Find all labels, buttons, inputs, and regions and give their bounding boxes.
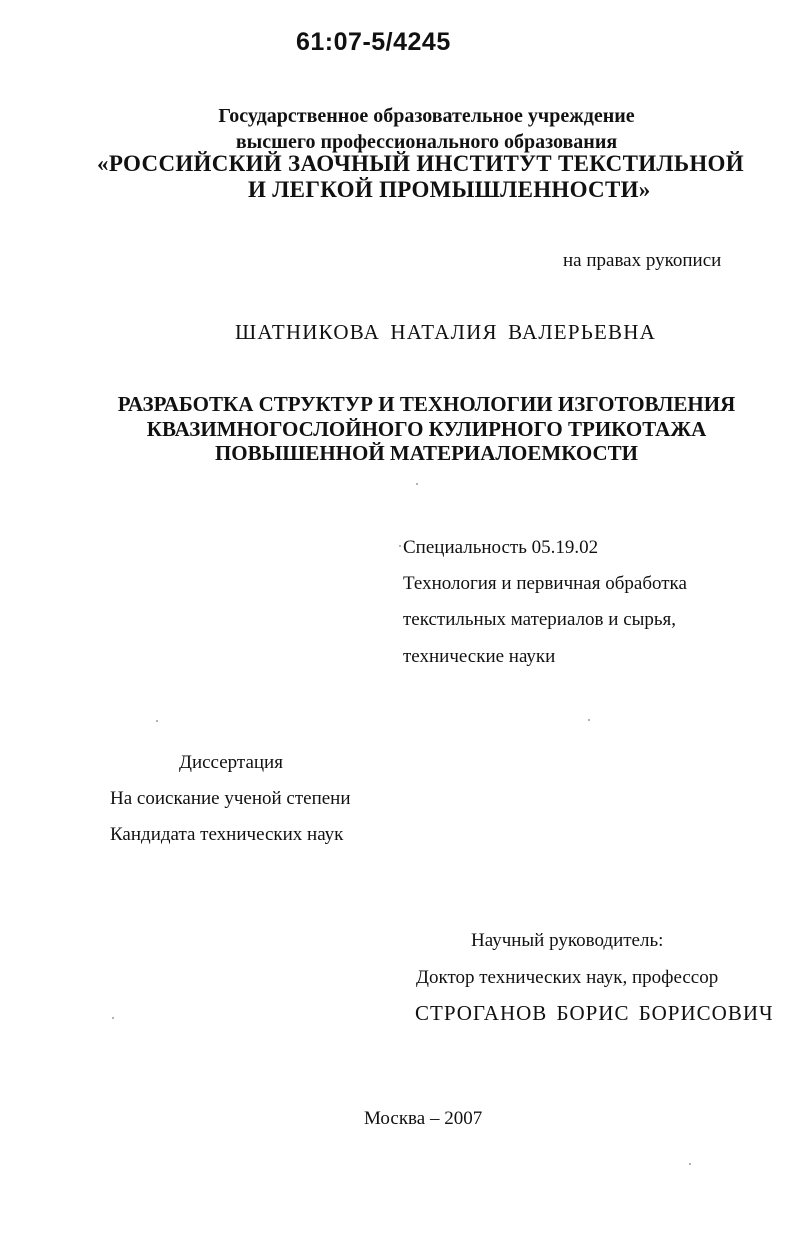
dissertation-line-3: Кандидата технических наук [110, 824, 344, 845]
manuscript-note: на правах рукописи [563, 250, 722, 271]
dissertation-label: Диссертация [179, 752, 283, 773]
institution-line-3: «РОССИЙСКИЙ ЗАОЧНЫЙ ИНСТИТУТ ТЕКСТИЛЬНОЙ [97, 151, 744, 176]
scan-speck [399, 545, 401, 547]
author-name: ШАТНИКОВА НАТАЛИЯ ВАЛЕРЬЕВНА [235, 320, 656, 344]
city-year: Москва – 2007 [364, 1108, 483, 1129]
thesis-title-line-2: КВАЗИМНОГОСЛОЙНОГО КУЛИРНОГО ТРИКОТАЖА [146, 417, 707, 441]
dissertation-line-2: На соискание ученой степени [110, 788, 351, 809]
specialty-line-3: текстильных материалов и сырья, [403, 609, 677, 630]
scan-speck [416, 483, 418, 485]
advisor-name: СТРОГАНОВ БОРИС БОРИСОВИЧ [415, 1001, 774, 1025]
thesis-title-line-1: РАЗРАБОТКА СТРУКТУР И ТЕХНОЛОГИИ ИЗГОТОВЛЕНИЯ [117, 392, 736, 416]
scan-speck [156, 720, 158, 722]
scan-speck [689, 1163, 691, 1165]
thesis-title-line-3: ПОВЫШЕННОЙ МАТЕРИАЛОЕМКОСТИ [214, 441, 639, 465]
institution-line-2: высшего профессионального образования [235, 131, 618, 153]
scan-speck [588, 719, 590, 721]
specialty-code: Специальность 05.19.02 [403, 537, 599, 558]
institution-line-4: И ЛЕГКОЙ ПРОМЫШЛЕННОСТИ» [248, 177, 651, 202]
scan-speck [112, 1017, 114, 1019]
call-number: 61:07-5/4245 [296, 28, 451, 56]
institution-line-1: Государственное образовательное учреждение [218, 105, 635, 127]
specialty-line-2: Технология и первичная обработка [403, 573, 687, 594]
advisor-label: Научный руководитель: [471, 930, 664, 951]
advisor-degree: Доктор технических наук, профессор [416, 967, 719, 988]
specialty-line-4: технические науки [403, 646, 556, 667]
